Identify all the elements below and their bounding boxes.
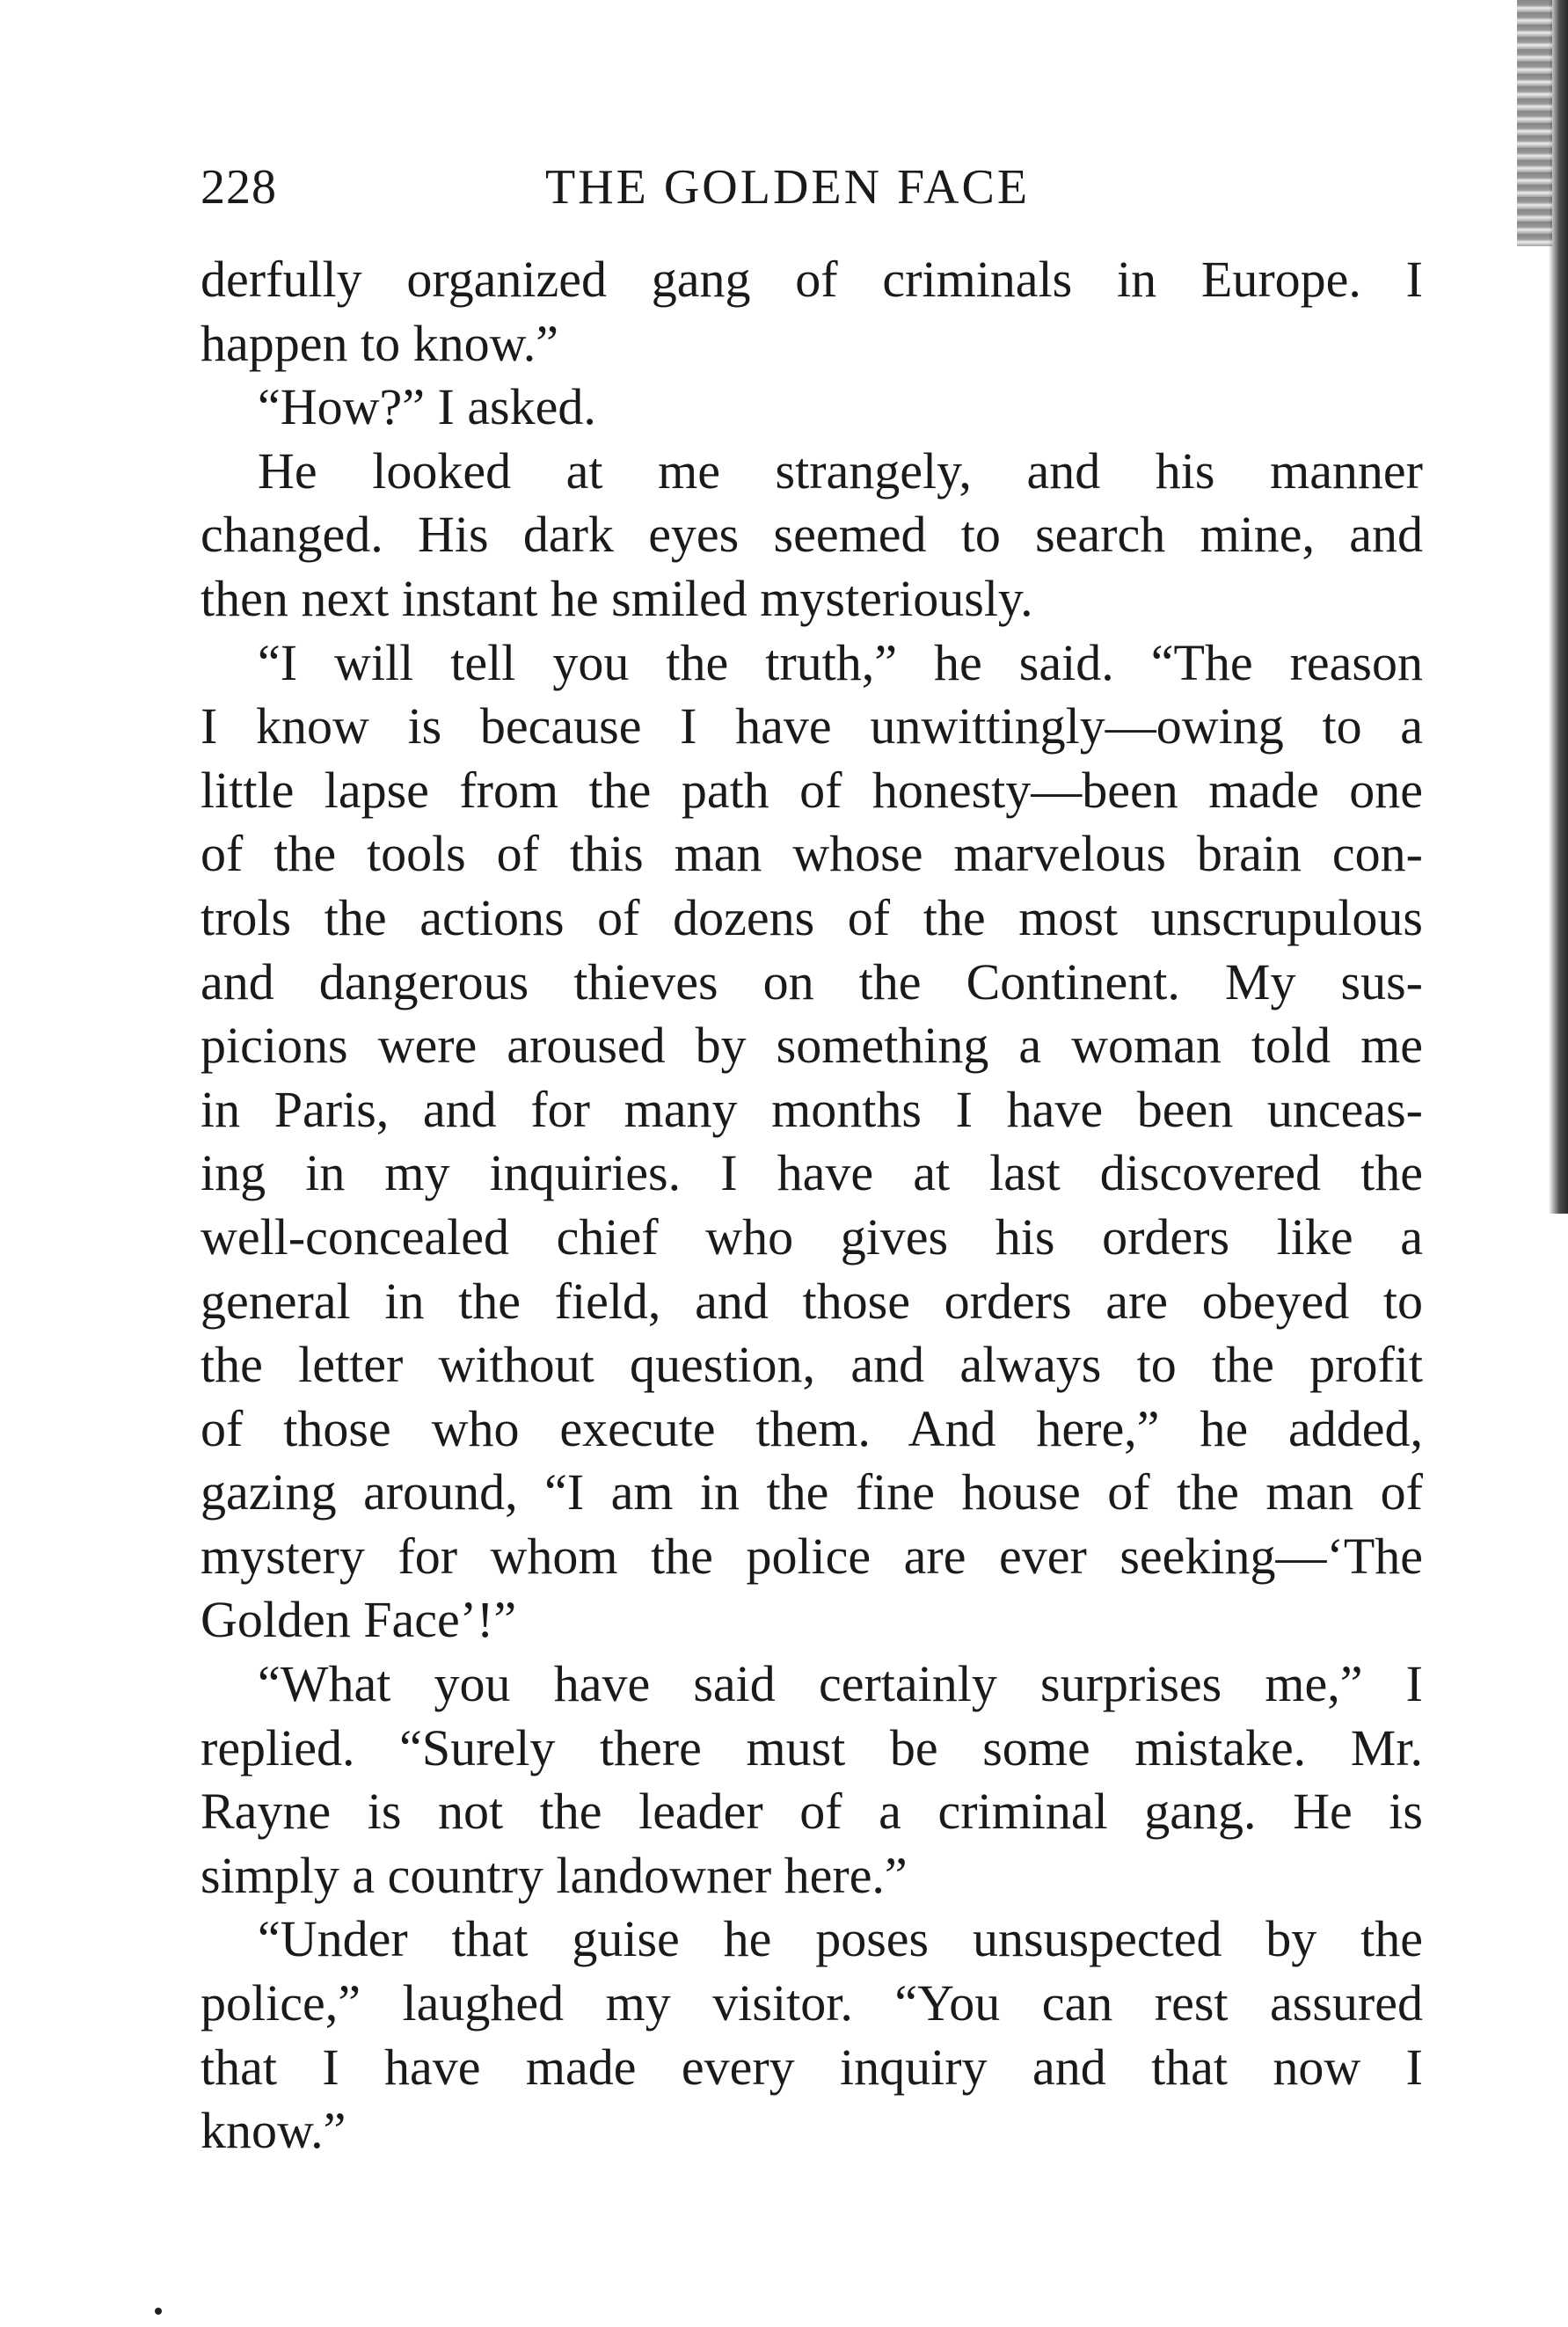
text-line: little lapse from the path of honesty—been made one <box>201 761 1423 819</box>
text-line: I know is because I have unwittingly—owing to a <box>201 697 1423 755</box>
text-line: happen to know.” <box>201 314 558 372</box>
text-line: general in the field, and those orders are obeyed to <box>201 1272 1423 1330</box>
text-line: mystery for whom the police are ever seeking—‘The <box>201 1527 1423 1585</box>
running-head <box>201 157 1423 218</box>
text-line: “What you have said certainly surprises me,” I <box>258 1655 1423 1713</box>
text-line: picions were aroused by something a woman told me <box>201 1017 1423 1075</box>
text-line: in Paris, and for many months I have been unceas- <box>201 1080 1423 1138</box>
text-line: gazing around, “I am in the fine house of the man of <box>201 1463 1423 1521</box>
text-line: of those who execute them. And here,” he added, <box>201 1399 1423 1457</box>
text-line: and dangerous thieves on the Continent. My sus- <box>201 952 1423 1010</box>
text-line: ing in my inquiries. I have at last discovered the <box>201 1144 1423 1202</box>
text-line: then next instant he smiled mysteriously. <box>201 569 1033 627</box>
text-line: changed. His dark eyes seemed to search mine, and <box>201 506 1423 564</box>
text-line: the letter without question, and always to the profit <box>201 1336 1423 1394</box>
text-line: derfully organized gang of criminals in Europe. I <box>201 251 1423 308</box>
text-line: “Under that guise he poses unsuspected by the <box>258 1910 1423 1968</box>
text-line: replied. “Surely there must be some mistake. Mr. <box>201 1718 1423 1776</box>
text-line: He looked at me strangely, and his manner <box>258 441 1423 500</box>
text-line: Golden Face’!” <box>201 1591 517 1649</box>
text-line: Rayne is not the leader of a criminal gang. He is <box>201 1783 1423 1841</box>
text-line: police,” laughed my visitor. “You can rest assured <box>201 1974 1423 2032</box>
text-line: trols the actions of dozens of the most unscrupulous <box>201 888 1423 946</box>
text-line: that I have made every inquiry and that now I <box>201 2038 1423 2096</box>
text-line: “I will tell you the truth,” he said. “The reason <box>258 633 1423 691</box>
text-line: simply a country landowner here.” <box>201 1846 908 1904</box>
scan-speck <box>155 2308 162 2315</box>
body-text <box>201 248 1423 2163</box>
text-line: “How?” I asked. <box>258 378 596 436</box>
text-line: well-concealed chief who gives his orders like a <box>201 1207 1423 1266</box>
scan-edge-noise <box>1517 0 1552 246</box>
text-line: know.” <box>201 2102 346 2160</box>
page-number: 228 <box>201 160 277 215</box>
running-title: THE GOLDEN FACE <box>545 160 1031 215</box>
text-line: of the tools of this man whose marvelous brain con- <box>201 825 1423 883</box>
